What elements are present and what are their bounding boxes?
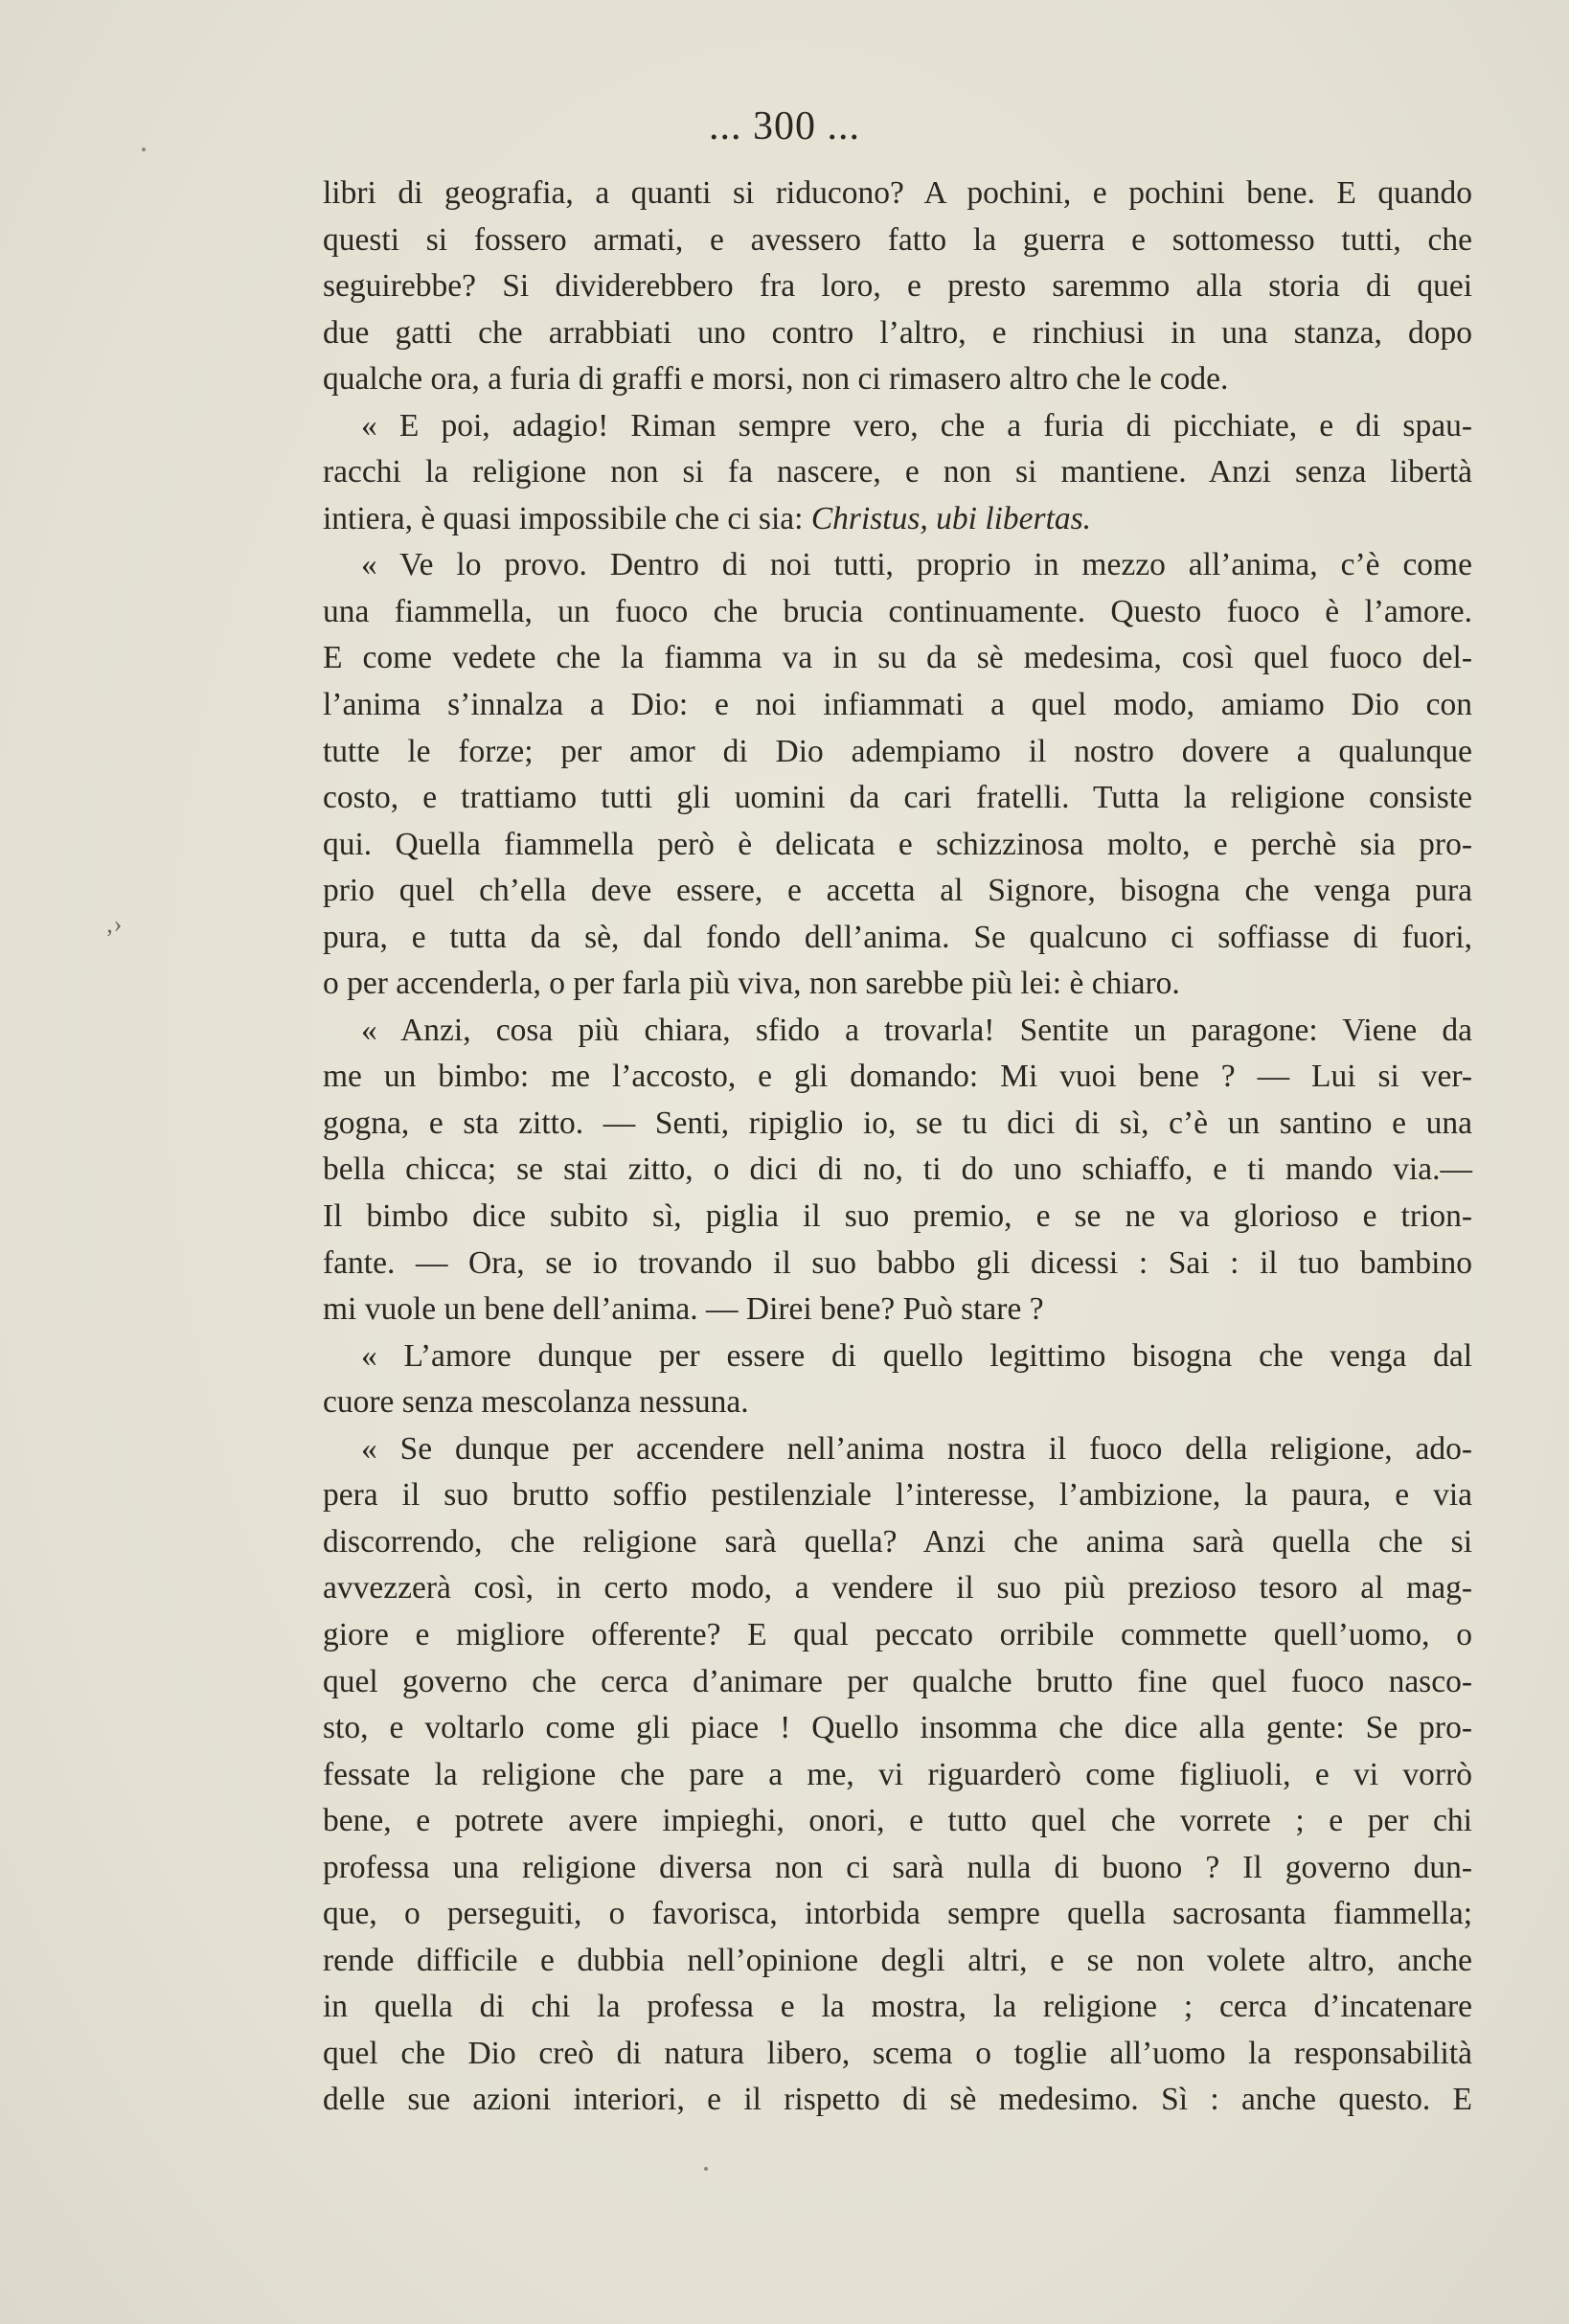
text-line-content: prio quel ch’ella deve essere, e accetta al Signore, bisogna che venga pura — [323, 873, 1472, 909]
text-line-content: « Anzi, cosa più chiara, sfido a trovarla! Sentite un paragone: Viene da — [361, 1012, 1472, 1048]
paper-speck — [704, 2167, 708, 2171]
text-line-content: seguirebbe? Si dividerebbero fra loro, e presto saremmo alla storia di quei — [323, 268, 1472, 305]
text-line-content: questi si fossero armati, e avessero fatto la guerra e sottomesso tutti, che — [323, 221, 1472, 258]
text-line — [323, 1241, 1472, 1287]
text-line — [323, 2077, 1472, 2124]
text-line — [323, 1287, 1472, 1333]
text-line — [323, 1845, 1472, 1892]
text-line-content: que, o perseguiti, o favorisca, intorbida sempre quella sacrosanta fiammella; — [323, 1896, 1472, 1932]
text-line — [323, 356, 1472, 403]
text-line — [323, 682, 1472, 729]
text-line-content: « Ve lo provo. Dentro di noi tutti, proprio in mezzo all’anima, c’è come — [361, 547, 1472, 583]
text-line — [323, 635, 1472, 682]
text-line-content: in quella di chi la professa e la mostra, la religione ; cerca d’incatenare — [323, 1989, 1472, 2025]
text-line-content: mi vuole un bene dell’anima. — Direi bene? Può stare ? — [323, 1291, 1044, 1328]
text-line — [323, 775, 1472, 822]
text-line — [323, 589, 1472, 636]
text-line — [323, 1565, 1472, 1612]
text-line — [323, 1333, 1472, 1380]
text-line-content: racchi la religione non si fa nascere, e non si mantiene. Anzi senza libertà — [323, 454, 1472, 490]
text-line — [323, 868, 1472, 915]
text-line-content: me un bimbo: me l’accosto, e gli domando: Mi vuoi bene ? — Lui si ver- — [323, 1059, 1472, 1095]
text-line-content: « L’amore dunque per essere di quello legittimo bisogna che venga dal — [361, 1337, 1472, 1374]
text-line — [323, 542, 1472, 589]
text-line-content: quel che Dio creò di natura libero, scema o toglie all’uomo la responsabilità — [323, 2035, 1472, 2071]
text-line — [323, 961, 1472, 1008]
page-number: ... 300 ... — [709, 104, 860, 148]
text-line — [323, 1659, 1472, 1706]
text-line — [323, 449, 1472, 496]
text-line-content: intiera, è quasi impossibile che ci sia: — [323, 500, 811, 536]
text-line-content: due gatti che arrabbiati uno contro l’altro, e rinchiusi in una stanza, dopo — [323, 314, 1472, 351]
text-line — [323, 1194, 1472, 1241]
text-line — [323, 1984, 1472, 2031]
italic-quote: Christus, ubi libertas. — [810, 500, 1092, 536]
text-line-content: discorrendo, che religione sarà quella? Anzi che anima sarà quella che si — [323, 1523, 1472, 1560]
text-line — [323, 1147, 1472, 1194]
text-line — [323, 1472, 1472, 1519]
text-line-content: « Se dunque per accendere nell’anima nostra il fuoco della religione, ado- — [361, 1430, 1472, 1467]
text-line-content: qui. Quella fiammella però è delicata e schizzinosa molto, e perchè sia pro- — [323, 826, 1472, 862]
text-line — [323, 1891, 1472, 1938]
text-line — [323, 1008, 1472, 1055]
text-line — [323, 171, 1472, 217]
text-line-content: l’anima s’innalza a Dio: e noi infiammati a quel modo, amiamo Dio con — [323, 687, 1472, 723]
text-line-content: qualche ora, a furia di graffi e morsi, non ci rimasero altro che le code. — [323, 361, 1229, 398]
text-line-content: rende difficile e dubbia nell’opinione degli altri, e se non volete altro, anche — [323, 1942, 1472, 1978]
text-line — [323, 822, 1472, 869]
text-line-content: professa una religione diversa non ci sarà nulla di buono ? Il governo dun- — [323, 1849, 1472, 1885]
text-line — [323, 1379, 1472, 1426]
text-line-content: tutte le forze; per amor di Dio adempiamo il nostro dovere a qualunque — [323, 733, 1472, 769]
text-line — [323, 217, 1472, 264]
text-line — [323, 496, 1472, 543]
text-line-content: bene, e potrete avere impieghi, onori, e tutto quel che vorrete ; e per chi — [323, 1803, 1472, 1839]
text-line-content: quel governo che cerca d’animare per qualche brutto fine quel fuoco nasco- — [323, 1663, 1472, 1699]
margin-mark: ‚› — [105, 910, 123, 938]
text-line-content: o per accenderla, o per farla più viva, non sarebbe più lei: è chiaro. — [323, 966, 1180, 1002]
text-line — [323, 403, 1472, 450]
text-line-content: fante. — Ora, se io trovando il suo babbo gli dicessi : Sai : il tuo bambino — [323, 1244, 1472, 1281]
text-line — [323, 1612, 1472, 1659]
text-line-content: pera il suo brutto soffio pestilenziale l’interesse, l’ambizione, la paura, e via — [323, 1477, 1472, 1514]
text-line-content: Il bimbo dice subito sì, piglia il suo premio, e se ne va glorioso e trion- — [323, 1198, 1472, 1235]
text-line — [323, 1752, 1472, 1799]
text-line-content: cuore senza mescolanza nessuna. — [323, 1384, 749, 1421]
text-line-content: costo, e trattiamo tutti gli uomini da cari fratelli. Tutta la religione consiste — [323, 780, 1472, 816]
text-line-content: una fiammella, un fuoco che brucia continuamente. Questo fuoco è l’amore. — [323, 593, 1472, 629]
text-line — [323, 1705, 1472, 1752]
text-line-content: bella chicca; se stai zitto, o dici di no, ti do uno schiaffo, e ti mando via.— — [323, 1151, 1472, 1188]
text-line — [323, 1101, 1472, 1148]
text-line-content: sto, e voltarlo come gli piace ! Quello insomma che dice alla gente: Se pro- — [323, 1710, 1472, 1746]
text-line-content: giore e migliore offerente? E qual peccato orribile commette quell’uomo, o — [323, 1616, 1472, 1652]
text-line — [323, 1054, 1472, 1101]
text-line-content: gogna, e sta zitto. — Senti, ripiglio io, se tu dici di sì, c’è un santino e una — [323, 1105, 1472, 1141]
text-line-content: E come vedete che la fiamma va in su da sè medesima, così quel fuoco del- — [323, 640, 1472, 676]
text-line — [323, 1938, 1472, 1985]
body-text — [323, 171, 1472, 2124]
text-line — [323, 310, 1472, 357]
text-line — [323, 2031, 1472, 2078]
text-line — [323, 915, 1472, 962]
text-line-content: pura, e tutta da sè, dal fondo dell’anima. Se qualcuno ci soffiasse di fuori, — [323, 919, 1472, 955]
text-line-content: « E poi, adagio! Riman sempre vero, che a furia di picchiate, e di spau- — [361, 407, 1472, 444]
text-line-content: avvezzerà così, in certo modo, a vendere il suo più prezioso tesoro al mag- — [323, 1570, 1472, 1606]
text-line-content: libri di geografia, a quanti si riducono? A pochini, e pochini bene. E quando — [323, 175, 1472, 211]
text-line-content: delle sue azioni interiori, e il rispetto di sè medesimo. Sì : anche questo. E — [323, 2082, 1472, 2118]
text-line — [323, 263, 1472, 310]
text-line — [323, 729, 1472, 776]
text-line — [323, 1426, 1472, 1473]
text-line — [323, 1519, 1472, 1566]
text-line-content: fessate la religione che pare a me, vi riguarderò come figliuoli, e vi vorrò — [323, 1756, 1472, 1792]
text-line — [323, 1798, 1472, 1845]
paper-speck — [142, 148, 146, 151]
